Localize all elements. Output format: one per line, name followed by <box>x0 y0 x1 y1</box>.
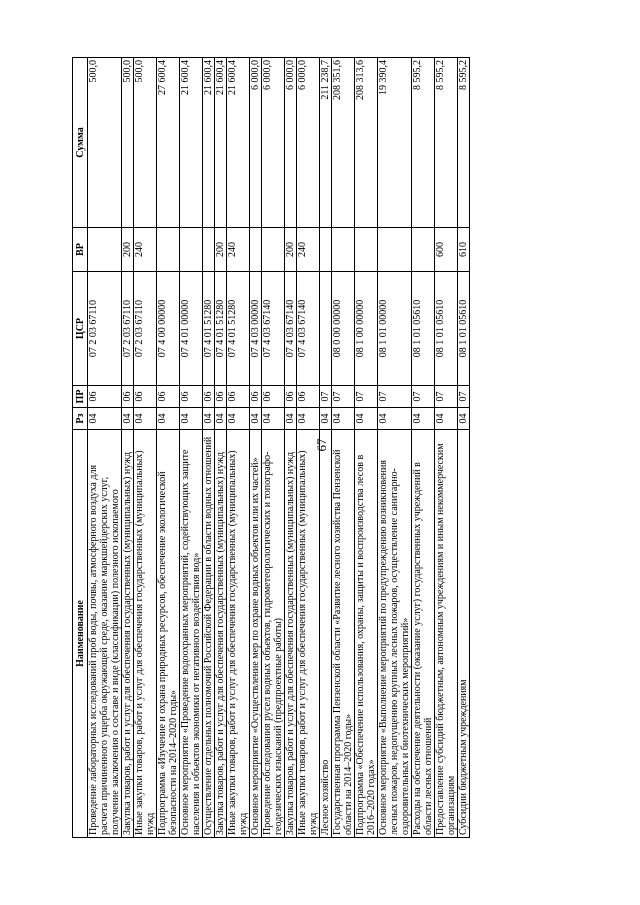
cell-rz: 04 <box>88 408 122 430</box>
cell-sum: 500,0 <box>88 58 122 228</box>
table-row <box>227 58 250 838</box>
cell-name: Иные закупки товаров, работ и услуг для обеспечения государственных (муниципальных) нужд <box>134 430 157 838</box>
cell-vr <box>203 228 215 272</box>
cell-csr: 08 1 01 05610 <box>412 272 435 386</box>
cell-sum: 21 600,4 <box>227 58 250 228</box>
table-row <box>320 58 332 838</box>
cell-csr: 07 4 01 51280 <box>203 272 215 386</box>
cell-csr <box>320 272 332 386</box>
cell-sum: 19 390,4 <box>378 58 412 228</box>
cell-pr: 07 <box>320 386 332 408</box>
table-row <box>435 58 458 838</box>
page-number: 67 <box>314 438 329 452</box>
cell-sum: 6 000,0 <box>262 58 285 228</box>
table-row <box>250 58 262 838</box>
cell-sum: 500,0 <box>122 58 134 228</box>
cell-name: Лесное хозяйство <box>320 430 332 838</box>
cell-pr: 06 <box>215 386 227 408</box>
cell-name: Расходы на обеспечение деятельности (оказание услуг) государственных учреждений в области лесных отношений <box>412 430 435 838</box>
table-body <box>88 58 470 838</box>
cell-name: Иные закупки товаров, работ и услуг для обеспечения государственных (муниципальных) нужд <box>227 430 250 838</box>
cell-sum: 208 313,6 <box>355 58 378 228</box>
cell-csr: 07 4 03 67140 <box>297 272 320 386</box>
cell-csr: 08 1 00 00000 <box>355 272 378 386</box>
cell-vr <box>157 228 180 272</box>
table-row <box>262 58 285 838</box>
table-row <box>88 58 122 838</box>
cell-rz: 04 <box>203 408 215 430</box>
cell-csr: 07 2 03 67110 <box>88 272 122 386</box>
table-row <box>122 58 134 838</box>
cell-rz: 04 <box>134 408 157 430</box>
cell-csr: 08 1 01 00000 <box>378 272 412 386</box>
cell-rz: 04 <box>297 408 320 430</box>
cell-rz: 04 <box>355 408 378 430</box>
table-row <box>285 58 297 838</box>
cell-pr: 07 <box>378 386 412 408</box>
cell-name: Закупка товаров, работ и услуг для обеспечения государственных (муниципальных) нужд <box>215 430 227 838</box>
table-row <box>180 58 203 838</box>
cell-vr: 610 <box>458 228 470 272</box>
cell-pr: 07 <box>412 386 435 408</box>
header-rz: Рз <box>73 408 88 430</box>
table-header-row <box>73 58 88 838</box>
cell-sum: 21 600,4 <box>215 58 227 228</box>
cell-rz: 04 <box>320 408 332 430</box>
budget-table <box>72 57 470 838</box>
table-row <box>215 58 227 838</box>
cell-pr: 06 <box>157 386 180 408</box>
cell-sum: 6 000,0 <box>297 58 320 228</box>
cell-vr: 600 <box>435 228 458 272</box>
cell-csr: 07 4 01 51280 <box>227 272 250 386</box>
cell-name: Основное мероприятие «Выполнение мероприятий по предупреждению возникновения лесных пожаров, недопущению крупных лесных пожаров, осуществление санитарно-оздоровительных и биотехнических мероприятий» <box>378 430 412 838</box>
cell-rz: 04 <box>332 408 355 430</box>
cell-vr <box>262 228 285 272</box>
rotated-table-region <box>72 58 602 838</box>
table-row <box>412 58 435 838</box>
cell-rz: 04 <box>122 408 134 430</box>
cell-vr: 200 <box>215 228 227 272</box>
cell-vr: 240 <box>297 228 320 272</box>
cell-sum: 21 600,4 <box>180 58 203 228</box>
cell-pr: 07 <box>355 386 378 408</box>
table-row <box>378 58 412 838</box>
cell-name: Закупка товаров, работ и услуг для обеспечения государственных (муниципальных) нужд <box>285 430 297 838</box>
cell-pr: 07 <box>435 386 458 408</box>
table-row <box>355 58 378 838</box>
cell-pr: 06 <box>134 386 157 408</box>
cell-name: Проведение лабораторных исследований проб воды, почвы, атмосферного воздуха для расчета причиненного ущерба окружающей среде, оказание маркшейдерских услуг, получение заключения о составе и виде (классификации) полезного ископаемого <box>88 430 122 838</box>
table-row <box>297 58 320 838</box>
cell-pr: 06 <box>180 386 203 408</box>
cell-vr: 200 <box>285 228 297 272</box>
cell-rz: 04 <box>157 408 180 430</box>
cell-rz: 04 <box>378 408 412 430</box>
cell-rz: 04 <box>215 408 227 430</box>
cell-vr <box>412 228 435 272</box>
cell-csr: 07 4 01 51280 <box>215 272 227 386</box>
table-row <box>332 58 355 838</box>
cell-sum: 6 000,0 <box>250 58 262 228</box>
header-csr: ЦСР <box>73 272 88 386</box>
cell-vr <box>355 228 378 272</box>
cell-name: Основное мероприятие «Проведение водоохранных мероприятий, содействующих защите населения и объектов экономики от негативного воздействия вод» <box>180 430 203 838</box>
table-row <box>157 58 180 838</box>
cell-pr: 06 <box>262 386 285 408</box>
cell-rz: 04 <box>250 408 262 430</box>
cell-vr <box>378 228 412 272</box>
cell-rz: 04 <box>458 408 470 430</box>
cell-sum: 8 595,2 <box>435 58 458 228</box>
cell-name: Подпрограмма «Изучение и охрана природных ресурсов, обеспечение экологической безопасности на 2014–2020 годы» <box>157 430 180 838</box>
cell-vr <box>320 228 332 272</box>
cell-rz: 04 <box>285 408 297 430</box>
cell-pr: 06 <box>122 386 134 408</box>
cell-name: Субсидии бюджетным учреждениям <box>458 430 470 838</box>
cell-vr <box>88 228 122 272</box>
cell-sum: 208 351,6 <box>332 58 355 228</box>
cell-rz: 04 <box>227 408 250 430</box>
header-pr: ПР <box>73 386 88 408</box>
cell-name: Проведение обследования русел водных объектов, гидрометеорологических и топографо-геодезических изысканий (предпроектные работы) <box>262 430 285 838</box>
cell-csr: 07 2 03 67110 <box>122 272 134 386</box>
cell-vr: 240 <box>227 228 250 272</box>
cell-csr: 07 4 03 67140 <box>285 272 297 386</box>
cell-sum: 211 238,7 <box>320 58 332 228</box>
cell-csr: 07 4 01 00000 <box>180 272 203 386</box>
cell-pr: 07 <box>332 386 355 408</box>
header-name: Наименование <box>73 430 88 838</box>
table-row <box>203 58 215 838</box>
cell-name: Осуществление отдельных полномочий Российской Федерации в области водных отношений <box>203 430 215 838</box>
cell-csr: 08 1 01 05610 <box>435 272 458 386</box>
table-row <box>458 58 470 838</box>
cell-sum: 8 595,2 <box>412 58 435 228</box>
cell-rz: 04 <box>262 408 285 430</box>
cell-name: Государственная программа Пензенской области «Развитие лесного хозяйства Пензенской области на 2014–2020 годы» <box>332 430 355 838</box>
cell-rz: 04 <box>412 408 435 430</box>
cell-vr <box>180 228 203 272</box>
cell-vr <box>332 228 355 272</box>
cell-pr: 06 <box>250 386 262 408</box>
cell-csr: 07 4 03 67140 <box>262 272 285 386</box>
table-row <box>134 58 157 838</box>
cell-vr <box>250 228 262 272</box>
cell-pr: 06 <box>285 386 297 408</box>
cell-pr: 07 <box>458 386 470 408</box>
header-sum: Сумма <box>73 58 88 228</box>
cell-name: Подпрограмма «Обеспечение использования, охраны, защиты и воспроизводства лесов в 2016–2020 годах» <box>355 430 378 838</box>
cell-sum: 500,0 <box>134 58 157 228</box>
cell-csr: 07 2 03 67110 <box>134 272 157 386</box>
cell-pr: 06 <box>227 386 250 408</box>
cell-pr: 06 <box>88 386 122 408</box>
cell-name: Предоставление субсидий бюджетным, автономным учреждениям и иным некоммерческим организациям <box>435 430 458 838</box>
cell-name: Основное мероприятие «Осуществление мер по охране водных объектов или их частей» <box>250 430 262 838</box>
cell-csr: 07 4 00 00000 <box>157 272 180 386</box>
cell-rz: 04 <box>180 408 203 430</box>
cell-sum: 8 595,2 <box>458 58 470 228</box>
cell-name: Закупка товаров, работ и услуг для обеспечения государственных (муниципальных) нужд <box>122 430 134 838</box>
cell-pr: 06 <box>203 386 215 408</box>
cell-vr: 200 <box>122 228 134 272</box>
cell-csr: 08 1 01 05610 <box>458 272 470 386</box>
cell-rz: 04 <box>435 408 458 430</box>
cell-pr: 06 <box>297 386 320 408</box>
cell-csr: 08 0 00 00000 <box>332 272 355 386</box>
cell-sum: 6 000,0 <box>285 58 297 228</box>
cell-vr: 240 <box>134 228 157 272</box>
cell-name: Иные закупки товаров, работ и услуг для обеспечения государственных (муниципальных) нужд <box>297 430 320 838</box>
cell-csr: 07 4 03 00000 <box>250 272 262 386</box>
cell-sum: 21 600,4 <box>203 58 215 228</box>
header-vr: ВР <box>73 228 88 272</box>
cell-sum: 27 600,4 <box>157 58 180 228</box>
